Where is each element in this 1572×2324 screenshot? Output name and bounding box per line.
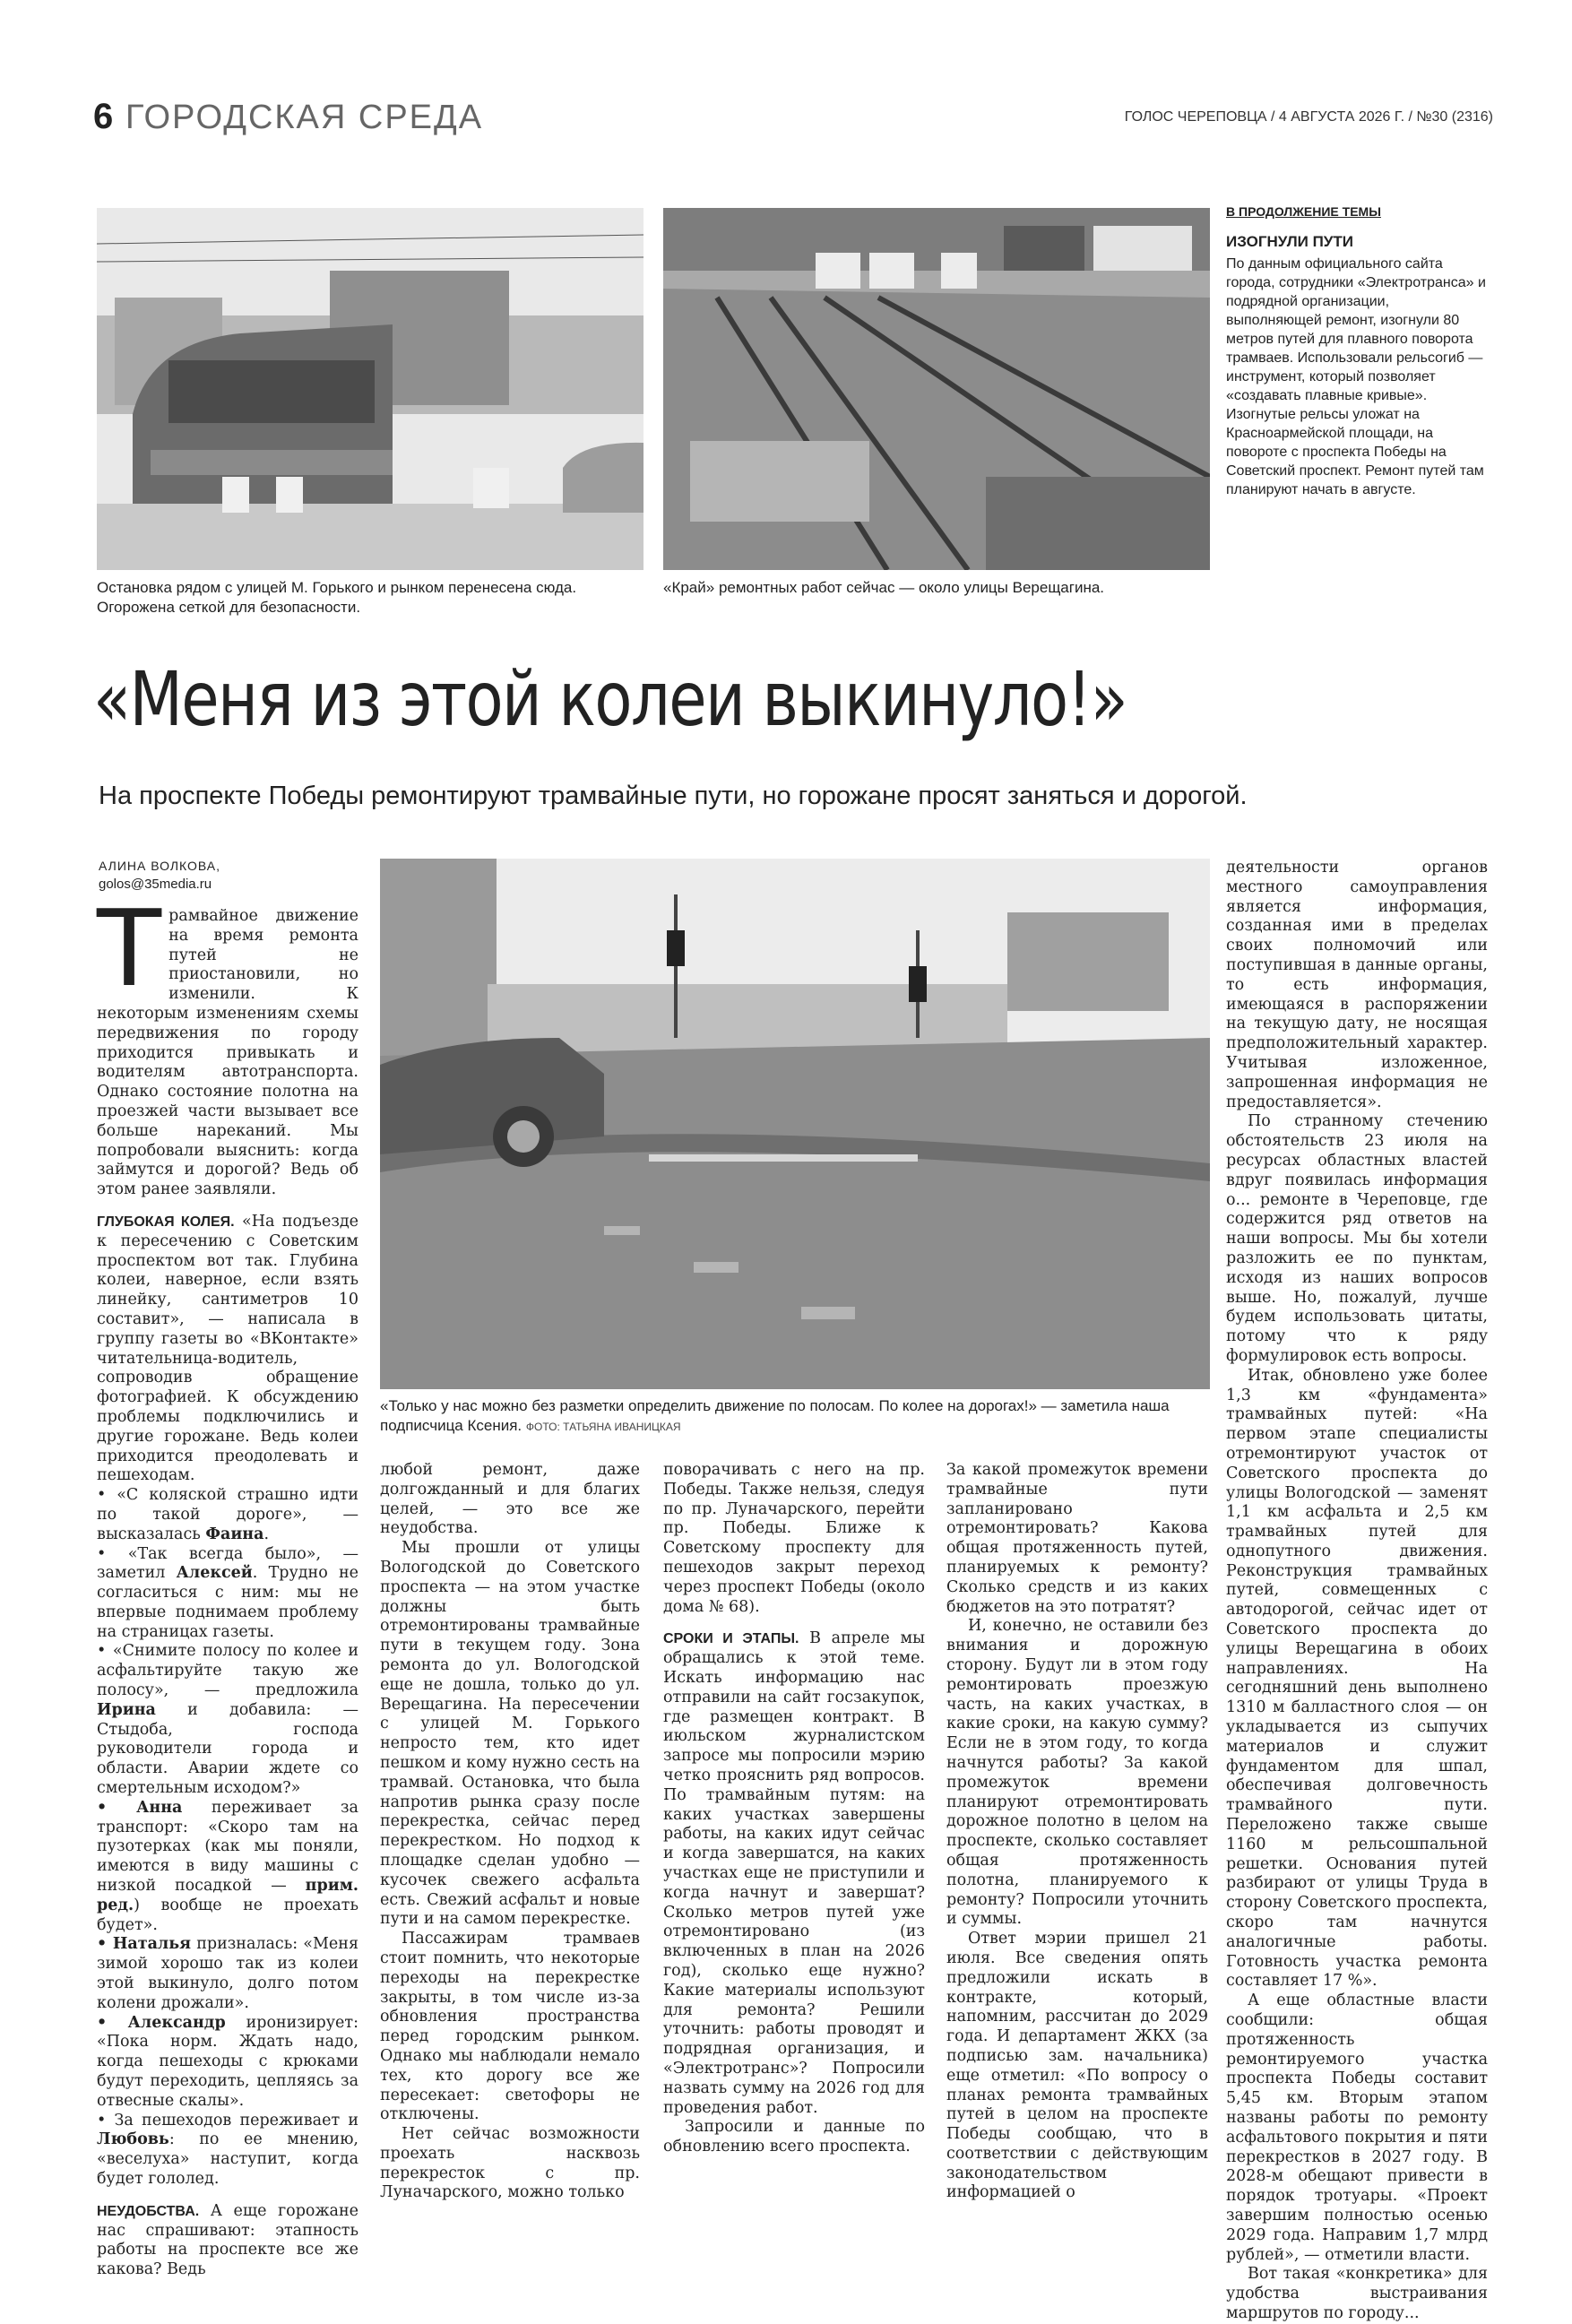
quote: • «Снимите полосу по колее и асфальтируйте такую же полосу», — предложила Ирина и добавила: — Стыдоба, господа руководители города и области. Аварии ждете со смертельным исходом?»: [97, 1642, 358, 1798]
sidebar-kicker: В ПРОДОЛЖЕНИЕ ТЕМЫ: [1226, 204, 1381, 219]
paragraph: Нет сейчас возможности проехать насквозь перекресток с пр. Луначарского, можно только: [380, 2125, 640, 2202]
publication-info: ГОЛОС ЧЕРЕПОВЦА / 4 АВГУСТА 2026 Г. / №30 (2316): [1124, 109, 1493, 125]
paragraph: ГЛУБОКАЯ КОЛЕЯ. «На подъезде к пересечению с Советским проспектом вот так. Глубина колеи, наверное, если взять линейку, сантиметров 10 составит», — написала в группу газеты во «ВКонтакте» читательница-водитель, сопроводив обращение фотографией. К обсуждению проблемы подключились и другие горожане. Ведь колеи приходится преодолевать и пешеходам.: [97, 1212, 359, 1485]
photo-tram-stop: [97, 208, 643, 570]
quote: • «С коляской страшно идти по такой дороге», — высказалась Фаина.: [97, 1486, 358, 1543]
photo-track-repair-caption: «Край» ремонтных работ сейчас — около улицы Верещагина.: [663, 579, 1105, 596]
paragraph: Запросили и данные по обновлению всего проспекта.: [663, 2118, 925, 2156]
quote: • «Так всегда было», — заметил Алексей. Трудно не согласиться с ним: мы не впервые поднимаем проблему на страницах газеты.: [97, 1544, 358, 1641]
quote: • Анна переживает за транспорт: «Скоро там на пузотерках (как мы поняли, имеются в виду машины с низкой посадкой — прим. ред.) вообще не проехать будет».: [97, 1798, 358, 1934]
article-column-4: [946, 1461, 1208, 2203]
section-title: ГОРОДСКАЯ СРЕДА: [125, 99, 484, 136]
subheading: НЕУДОБСТВА.: [97, 2203, 200, 2219]
photo-track-repair: [663, 208, 1210, 570]
paragraph: СРОКИ И ЭТАПЫ. В апреле мы обращались к этой теме. Искать информацию нас отправили на сайт госзакупок, где размещен контракт. В июльском журналистском запросе мы попросили мэрию четко прояснить ряд вопросов. По трамвайным путям: на каких участках завершены работы, на каких идут сейчас и когда завершатся, на каких участках еще не приступили и когда начнут и завершат? Сколько метров путей уже отремонтировано (из включенных в план на 2026 год), сколько еще нужно? Какие материалы используют для ремонта? Решили уточнить: работы проводят и подрядная организация, и «Электротранс»? Попросили назвать сумму на 2026 год для проведения работ.: [663, 1629, 926, 2117]
paragraph: деятельности органов местного самоуправления является информация, созданная ими в пределах своих полномочий или поступившая в данные органы, то есть информация, имеющаяся в распоряжении на текущую дату, не носящая предположительный характер. Учитывая изложенное, запрошенная информация не предоставляется».: [1226, 859, 1488, 1111]
article-column-5: [1226, 859, 1488, 2324]
sidebar-title: ИЗОГНУЛИ ПУТИ: [1226, 233, 1353, 250]
article-column-1: [97, 886, 359, 2280]
paragraph: И, конечно, не оставили без внимания и дорожную сторону. Будут ли в этом году ремонтировать проезжую часть, на каких участках, в какие сроки, на какую сумму? Если не в этом году, то когда начнутся работы? За какой промежуток времени планируют отремонтировать дорожное полотно в целом на проспекте, сколько составляет общая протяженность полотна, планируемого к ремонту? Попросили уточнить и суммы.: [946, 1617, 1208, 1929]
caption-text: «Только у нас можно без разметки определить движение по полосам. По колее на дорогах!» — заметила наша подписчица Ксения.: [380, 1397, 1170, 1434]
subheading: СРОКИ И ЭТАПЫ.: [663, 1631, 799, 1647]
paragraph: А еще областные власти сообщили: общая протяженность ремонтируемого участка проспекта Победы составит 5,45 км. Вторым этапом названы работы по ремонту асфальтового покрытия и пяти перекрестков в 2027 году. В 2028-м обещают привести в порядок тротуары. «Проект завершим полностью осенью 2029 года. Направим 1,7 млрд рублей», — отметили власти.: [1226, 1991, 1488, 2264]
quote: • За пешеходов переживает и Любовь: по ее мнению, «веселуха» наступит, когда будет гололед.: [97, 2111, 358, 2188]
paragraph: По странному стечению обстоятельств 23 июля на ресурсах областных властей вдруг появилась информация о... ремонте в Череповце, где содержится ряд ответов на наши вопросы. Мы бы хотели разложить ее по пунктам, исходя из наших вопросов выше. Но, пожалуй, лучше будем использовать цитаты, потому что к ряду формулировок есть вопросы.: [1226, 1112, 1488, 1365]
byline-author: АЛИНА ВОЛКОВА,: [99, 859, 221, 873]
quote: • Александр иронизирует: «Пока норм. Ждать надо, когда пешеходы с крюками будут переходить, цепляясь за отвесные скалы».: [97, 2013, 358, 2110]
paragraph: НЕУДОБСТВА. А еще горожане нас спрашивают: этапность работы на проспекте все же какова? Ведь: [97, 2201, 358, 2279]
paragraph: поворачивать с него на пр. Победы. Также нельзя, следуя по пр. Луначарского, перейти пр. Победы. Ближе к Советскому проспекту для пешеходов закрыт переход через проспект Победы (около дома № 68).: [663, 1461, 925, 1616]
drop-cap: Т: [97, 886, 162, 1010]
photo-road-rut: [380, 859, 1210, 1389]
paragraph: Пассажирам трамваев стоит помнить, что некоторые переходы на перекрестке закрыты, в том числе из-за обновления пространства перед городским рынком. Однако мы наблюдали немало тех, кто дорогу все же пересекает: светофоры не отключены.: [380, 1930, 640, 2124]
photo-credit: ФОТО: ТАТЬЯНА ИВАНИЦКАЯ: [525, 1421, 681, 1433]
article-subhead: На проспекте Победы ремонтируют трамвайные пути, но горожане просят заняться и дорогой.: [99, 782, 1248, 810]
paragraph: рамвайное движение на время ремонта путей не приостановили, но изменили. К некоторым изменениям схемы передвижения по городу приходится привыкать и водителям автотранспорта. Однако состояние полотна на проезжей части вызывает все больше нареканий. Мы попробовали выяснить: когда займутся и дорогой? Ведь об этом ранее заявляли.: [97, 907, 358, 1199]
paragraph: Мы прошли от улицы Вологодской до Советского проспекта — на этом участке должны быть отремонтированы трамвайные пути в текущем году. Зона ремонта до ул. Вологодской еще не дошла, только до ул. Верещагина. На пересечении с улицей М. Горького непросто тем, кто идет пешком и кому нужно сесть на трамвай. Остановка, что была напротив рынка сразу после перекрестка, сейчас перед перекрестком. Но подход к площадке сделан удобно — кусочек свежего асфальта есть. Свежий асфальт и новые пути и на самом перекрестке.: [380, 1539, 640, 1929]
paragraph: Вот такая «конкретика» для удобства выстраивания маршрутов по городу...: [1226, 2265, 1488, 2322]
page-number: 6: [93, 97, 114, 136]
article-column-2: [380, 1461, 640, 2203]
byline-email: golos@35media.ru: [99, 877, 212, 892]
photo-tram-stop-caption: Остановка рядом с улицей М. Горького и рынком перенесена сюда. Огорожена сеткой для безопасности.: [97, 579, 577, 616]
quote: • Наталья призналась: «Меня зимой хорошо так из колеи этой выкинуло, долго потом колени дрожали».: [97, 1935, 358, 2012]
paragraph: Итак, обновлено уже более 1,3 км «фундамента» трамвайных путей: «На первом этапе специалисты отремонтируют участок от Советского проспекта до улицы Вологодской — заменят 1,1 км асфальта и 2,5 км трамвайных путей для однопутного движения. Реконструкция трамвайных путей, совмещенных с автодорогой, сейчас идет от Советского проспекта до улицы Верещагина в обоих направлениях. На сегодняшний день выполнено 1310 м балластного слоя — он укладывается из сыпучих материалов и служит фундаментом для шпал, обеспечивая долговечность трамвайного пути. Переложено также свыше 1160 м рельсошпальной решетки. Основания путей разбирают от улицы Труда в сторону Советского проспекта, скоро там начнутся аналогичные работы. Готовность участка ремонта составляет 17 %».: [1226, 1366, 1488, 1991]
article-column-3: [663, 1461, 925, 2157]
subheading: ГЛУБОКАЯ КОЛЕЯ.: [97, 1214, 235, 1230]
sidebar-body: По данным официального сайта города, сотрудники «Электротранса» и подрядной организации, выполняющей ремонт, изогнули 80 метров путей для плавного поворота трамваев. Использовали рельсогиб — инструмент, который позволяет «создавать плавные кривые». Изогнутые рельсы уложат на Красноармейской площади, на повороте с проспекта Победы на Советский проспект. Ремонт путей там планируют начать в августе.: [1226, 256, 1486, 497]
photo-road-rut-caption: [380, 1396, 1210, 1437]
paragraph: За какой промежуток времени трамвайные пути запланировано отремонтировать? Какова общая протяженность путей, планируемых к ремонту? Сколько средств и из каких бюджетов на это потратят?: [946, 1461, 1208, 1616]
paragraph: Ответ мэрии пришел 21 июля. Все сведения опять предложили искать в контракте, который, напомним, рассчитан до 2029 года. И департамент ЖКХ (за подписью зам. начальника) еще отметил: «По вопросу о планах ремонта трамвайных путей в целом на проспекте Победы сообщаю, что в соответствии с действующим законодательством информацией о: [946, 1930, 1208, 2202]
paragraph: любой ремонт, даже долгожданный и для благих целей, — это все же неудобства.: [380, 1461, 640, 1538]
article-headline: «Меня из этой колеи выкинуло!»: [93, 655, 1127, 743]
